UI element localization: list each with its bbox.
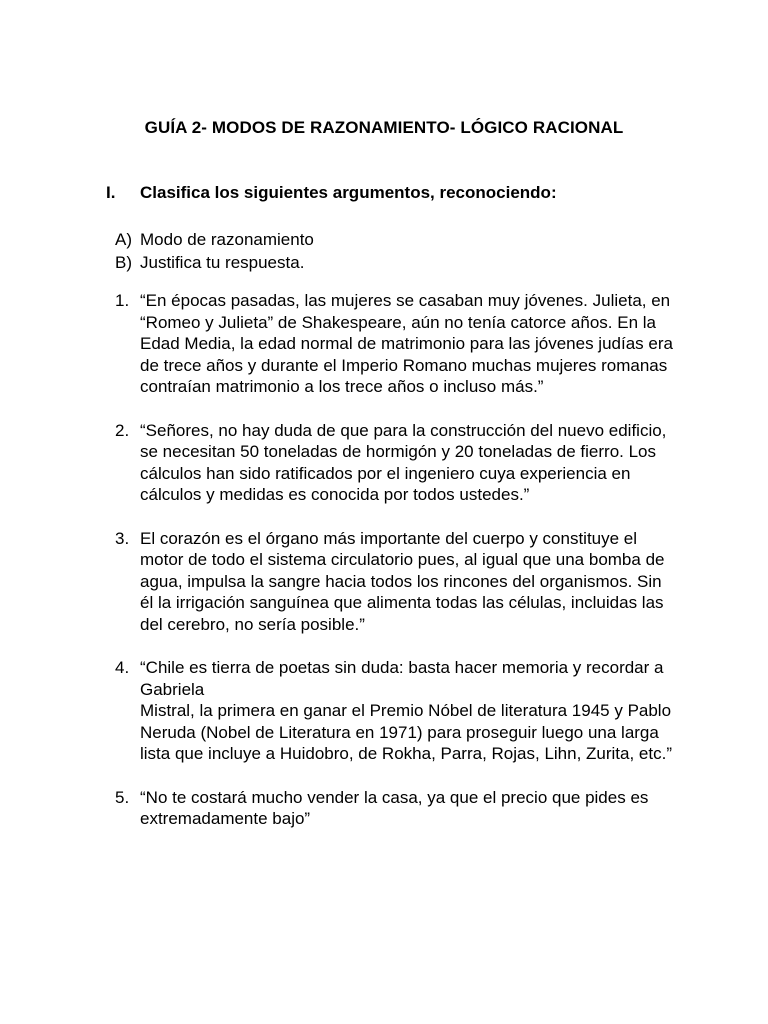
argument-text: “Chile es tierra de poetas sin duda: basta hacer memoria y recordar a Gabriela Mistral, la primera en ganar el Premio Nóbel de literatura 1945 y Pablo Neruda (Nobel de Literatura en 1971) para proseguir luego una larga lista que incluye a Huidobro, de Rokha, Parra, Rojas, Lihn, Zurita, etc.”	[140, 658, 672, 764]
argument-item	[115, 290, 675, 398]
argument-item	[115, 420, 675, 506]
instruction-text: Modo de razonamiento	[140, 230, 314, 249]
argument-list	[115, 290, 675, 830]
section-heading-text: Clasifica los siguientes argumentos, reconociendo:	[140, 183, 557, 202]
argument-item	[115, 787, 675, 830]
argument-number: 5.	[115, 787, 130, 807]
argument-number: 2.	[115, 420, 130, 440]
section-number: I.	[106, 183, 116, 202]
argument-text: “Señores, no hay duda de que para la construcción del nuevo edificio, se necesitan 50 toneladas de hormigón y 20 toneladas de fierro. Los cálculos han sido ratificados por el ingeniero cuya experiencia en cálculos y medidas es conocida por todos ustedes.”	[140, 420, 667, 505]
page-title: GUÍA 2- MODOS DE RAZONAMIENTO- LÓGICO RACIONAL	[144, 118, 624, 137]
argument-text: “No te costará mucho vender la casa, ya que el precio que pides es extremadamente bajo”	[140, 787, 649, 829]
instruction-text: Justifica tu respuesta.	[140, 253, 305, 272]
argument-number: 3.	[115, 528, 130, 548]
instruction-item-a	[115, 228, 715, 251]
argument-text: El corazón es el órgano más importante del cuerpo y constituye el motor de todo el sistema circulatorio pues, al igual que una bomba de agua, impulsa la sangre hacia todos los rincones del organismos. Sin él la irrigación sanguínea que alimenta todas las células, incluidas las del cerebro, no sería posible.”	[140, 528, 665, 634]
argument-text: “En épocas pasadas, las mujeres se casaban muy jóvenes. Julieta, en “Romeo y Julieta” de Shakespeare, aún no tenía catorce años. En la Edad Media, la edad normal de matrimonio para las jóvenes judías era de trece años y durante el Imperio Romano muchas mujeres romanas contraían matrimonio a los trece años o incluso más.”	[140, 291, 673, 397]
section-heading	[106, 183, 706, 203]
argument-number: 1.	[115, 291, 130, 310]
instruction-marker: A)	[115, 230, 132, 249]
instruction-item-b	[115, 251, 715, 274]
argument-number: 4.	[115, 658, 130, 678]
argument-item	[115, 528, 675, 636]
instruction-list	[115, 228, 715, 274]
argument-item	[115, 657, 675, 765]
instruction-marker: B)	[115, 253, 132, 272]
